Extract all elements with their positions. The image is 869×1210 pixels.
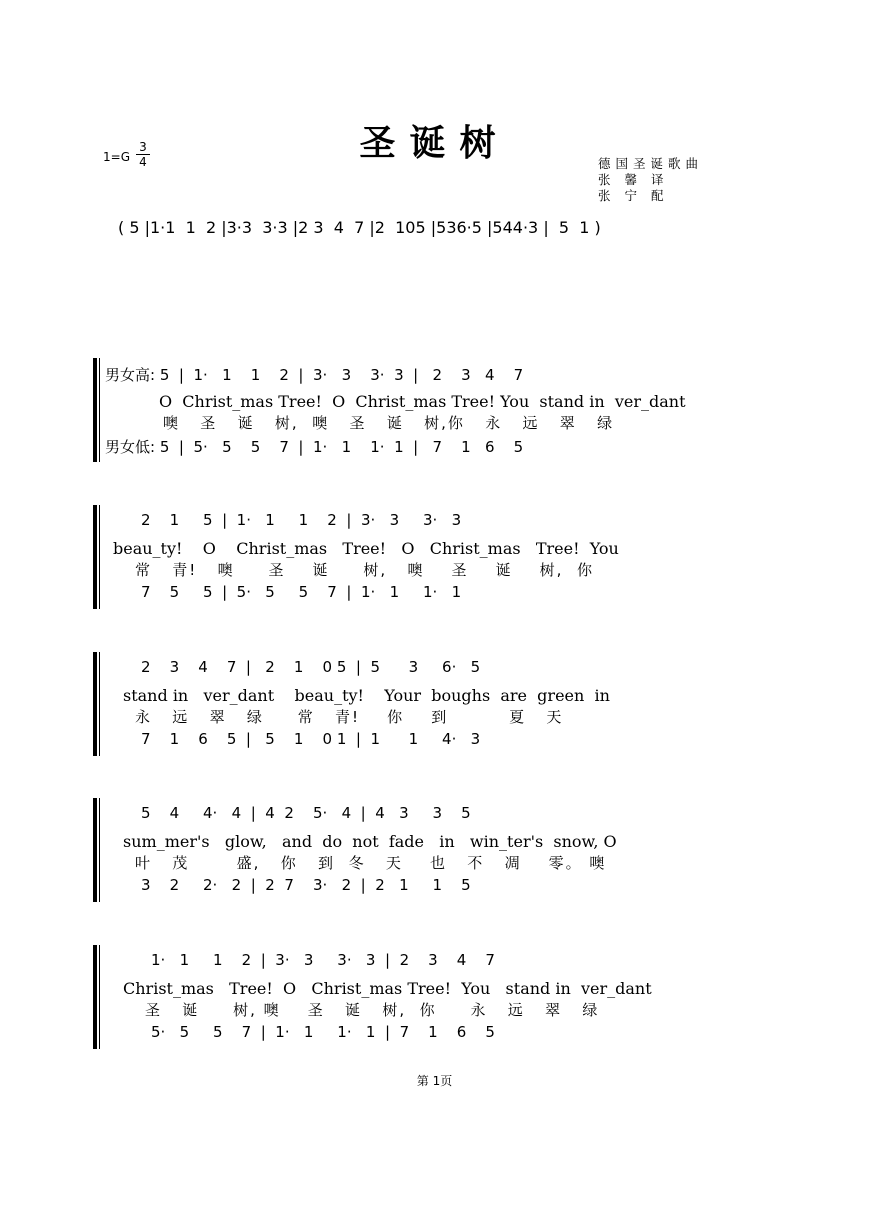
system-brace-line (99, 652, 100, 756)
credit-translator: 张 馨 译 (598, 172, 669, 187)
system-brace (93, 945, 97, 1049)
lower-part-notes: 7 5 5 | 5· 5 5 7 | 1· 1 1· 1 (141, 583, 462, 601)
upper-part-notes: 5 4 4· 4 | 4 2 5· 4 | 4 3 3 5 (141, 804, 471, 822)
score-system-3 (93, 652, 753, 756)
key-signature: 1=G (103, 150, 130, 164)
system-brace (93, 505, 97, 609)
page-number: 第 1页 (416, 1074, 453, 1088)
english-lyrics: O Christ_mas Tree! O Christ_mas Tree! You stand in ver_dant (159, 392, 686, 411)
english-lyrics: beau_ty! O Christ_mas Tree! O Christ_mas Tree! You (113, 539, 619, 558)
score-system-4 (93, 798, 753, 902)
score-system-1 (93, 358, 753, 462)
chinese-lyrics: 永 远 翠 绿 常 青! 你 到 夏 天 (135, 708, 564, 726)
lower-part-notes: 3 2 2· 2 | 2 7 3· 2 | 2 1 1 5 (141, 876, 471, 894)
system-brace-line (99, 798, 100, 902)
system-brace (93, 798, 97, 902)
chinese-lyrics: 噢 圣 诞 树, 噢 圣 诞 树,你 永 远 翠 绿 (163, 414, 615, 432)
upper-part-notes: 男女高: 5 | 1· 1 1 2 | 3· 3 3· 3 | 2 3 4 7 (105, 366, 524, 384)
credits (598, 156, 703, 204)
upper-part-notes: 1· 1 1 2 | 3· 3 3· 3 | 2 3 4 7 (151, 951, 495, 969)
lower-part-notes: 5· 5 5 7 | 1· 1 1· 1 | 7 1 6 5 (151, 1023, 495, 1041)
lower-part-notes: 7 1 6 5 | 5 1 0 1 | 1 1 4· 3 (141, 730, 481, 748)
score-system-5 (93, 945, 753, 1049)
english-lyrics: stand in ver_dant beau_ty! Your boughs are green in (123, 686, 610, 705)
lower-part-notes: 男女低: 5 | 5· 5 5 7 | 1· 1 1· 1 | 7 1 6 5 (105, 438, 524, 456)
system-brace-line (99, 945, 100, 1049)
chinese-lyrics: 常 青! 噢 圣 诞 树, 噢 圣 诞 树, 你 (135, 561, 594, 579)
chinese-lyrics: 圣 诞 树, 噢 圣 诞 树, 你 永 远 翠 绿 (145, 1001, 600, 1019)
english-lyrics: Christ_mas Tree! O Christ_mas Tree! You stand in ver_dant (123, 979, 652, 998)
score-system-2 (93, 505, 753, 609)
system-brace (93, 652, 97, 756)
page-title: 圣诞树 (359, 123, 510, 164)
system-brace-line (99, 358, 100, 462)
intro-line: ( 5 |1·1 1 2 |3·3 3·3 |2 3 4 7 |2 105 |536·5 |544·3 | 5 1 ) (118, 218, 601, 237)
credit-arranger: 张 宁 配 (598, 188, 669, 203)
system-brace (93, 358, 97, 462)
time-signature-top: 3 (139, 140, 147, 154)
time-signature-bottom: 4 (136, 154, 150, 169)
english-lyrics: sum_mer's glow, and do not fade in win_ter's snow, O (123, 832, 617, 851)
time-signature (136, 140, 150, 169)
credit-origin: 德国圣诞歌曲 (598, 156, 704, 171)
upper-part-notes: 2 3 4 7 | 2 1 0 5 | 5 3 6· 5 (141, 658, 481, 676)
system-brace-line (99, 505, 100, 609)
upper-part-notes: 2 1 5 | 1· 1 1 2 | 3· 3 3· 3 (141, 511, 462, 529)
chinese-lyrics: 叶 茂 盛, 你 到 冬 天 也 不 凋 零。 噢 (135, 854, 607, 872)
